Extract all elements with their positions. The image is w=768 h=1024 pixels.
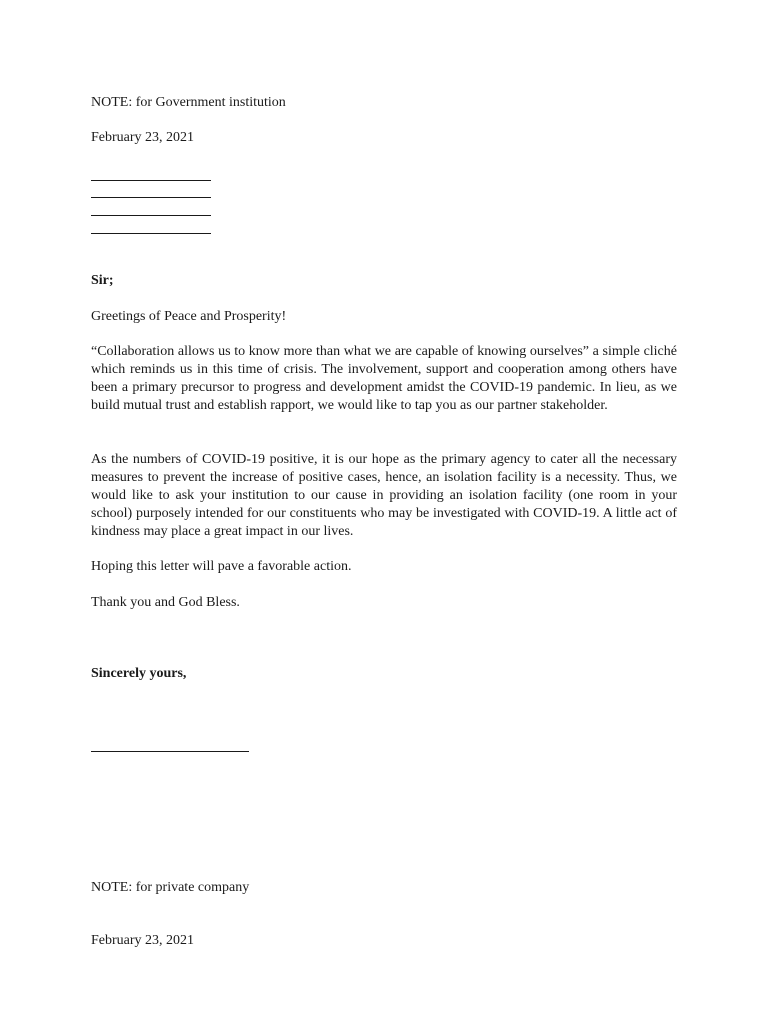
greeting: Greetings of Peace and Prosperity! <box>91 309 287 324</box>
signature-line <box>91 751 249 752</box>
address-line-3 <box>91 215 211 216</box>
address-line-2 <box>91 197 211 198</box>
body-paragraph-1: “Collaboration allows us to know more than what we are capable of knowing ourselves” a simple cliché which reminds us in this time of crisis. The involvement, support and cooperation among others have been a primary precursor to progress and development amidst the COVID-19 pandemic. In lieu, as we build mutual trust and establish rapport, we would like to tap you as our partner stakeholder. <box>91 344 677 413</box>
salutation: Sir; <box>91 273 114 288</box>
body-paragraph-2: As the numbers of COVID-19 positive, it is our hope as the primary agency to cater all the necessary measures to prevent the increase of positive cases, hence, an isolation facility is a necessity. Thus, we would like to ask your institution to our cause in providing an isolation facility (one room in your school) purposely intended for our constituents who may be investigated with COVID-19. A little act of kindness may place a great impact in our lives. <box>91 452 677 539</box>
note-private: NOTE: for private company <box>91 880 250 895</box>
address-line-4 <box>91 233 211 234</box>
address-line-1 <box>91 180 211 181</box>
letter-two-date: February 23, 2021 <box>91 933 195 948</box>
closing-line-2: Thank you and God Bless. <box>91 595 240 610</box>
closing-line-1: Hoping this letter will pave a favorable action. <box>91 559 352 574</box>
sign-off: Sincerely yours, <box>91 666 187 681</box>
note-government: NOTE: for Government institution <box>91 95 286 110</box>
letter-date: February 23, 2021 <box>91 130 195 145</box>
